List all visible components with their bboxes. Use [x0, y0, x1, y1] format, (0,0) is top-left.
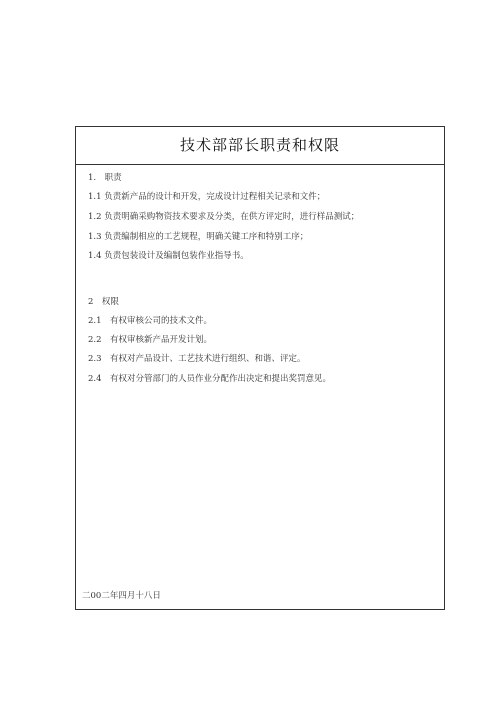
section-heading-authority: 2 权限: [88, 297, 119, 307]
duty-item-2: 1.2 负责明确采购物资技术要求及分类，在供方评定时，进行样品测试；: [88, 212, 360, 222]
duty-item-4: 1.4 负责包装设计及编制包装作业指导书。: [88, 251, 249, 261]
duty-item-3: 1.3 负责编制相应的工艺规程，明确关键工序和特别工序；: [88, 232, 309, 242]
duty-item-1: 1.1 负责新产品的设计和开发，完成设计过程相关记录和文件；: [88, 192, 326, 202]
authority-item-4: 2.4 有权对分管部门的人员作业分配作出决定和提出奖罚意见。: [88, 374, 332, 384]
document-date: 二00二年四月十八日: [82, 591, 161, 601]
section-heading-duties: 1. 职责: [88, 173, 122, 183]
authority-item-2: 2.2 有权审核新产品开发计划。: [88, 335, 213, 345]
authority-item-3: 2.3 有权对产品设计、工艺技术进行组织、和谐、评定。: [88, 354, 306, 364]
document-frame: [75, 126, 445, 610]
authority-item-1: 2.1 有权审核公司的技术文件。: [88, 316, 213, 326]
document-title: 技术部部长职责和权限: [76, 127, 444, 165]
